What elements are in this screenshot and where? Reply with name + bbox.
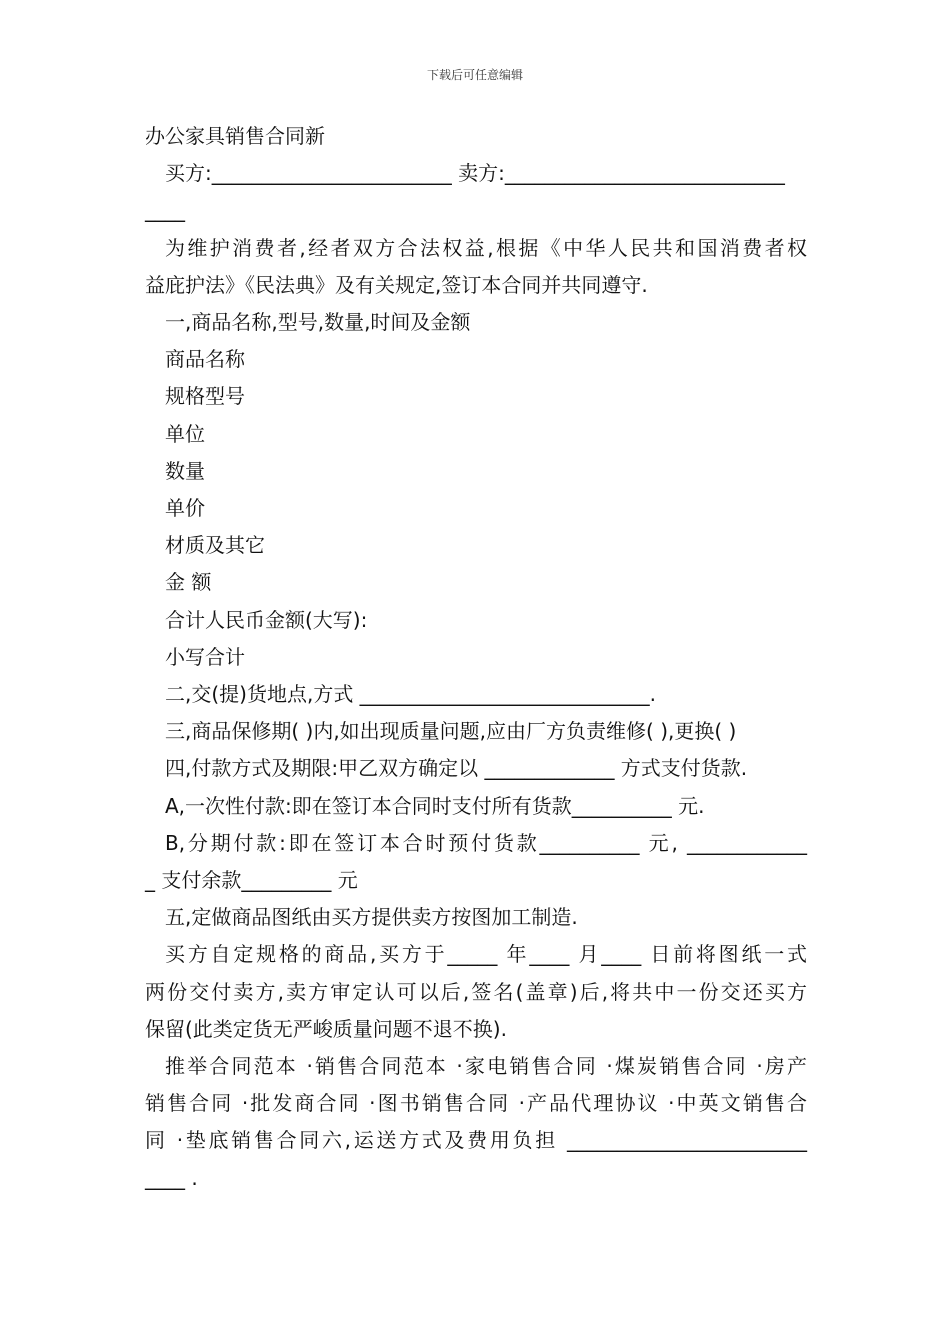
section-3: 三,商品保修期( )内,如出现质量问题,应由厂方负责维修( ),更换( )	[165, 719, 737, 744]
recommend-line-2: 销售合同 ·批发商合同 ·图书销售合同 ·产品代理协议 ·中英文销售合	[145, 1091, 807, 1116]
document-body	[145, 118, 807, 1197]
item-spec-model: 规格型号	[165, 384, 245, 409]
item-unit: 单位	[165, 421, 205, 446]
item-material: 材质及其它	[165, 533, 265, 558]
section-4-a: A,一次性付款:即在签订本合同时支付所有货款__________ 元.	[165, 793, 705, 818]
item-total-uppercase: 合计人民币金额(大写):	[165, 607, 368, 632]
recommend-line-3: 同 ·垫底销售合同六,运送方式及费用负担 ________________________	[145, 1128, 807, 1153]
section-4: 四,付款方式及期限:甲乙双方确定以 _____________ 方式支付货款.	[165, 756, 748, 781]
section-5-para-line-3: 保留(此类定货无严峻质量问题不退不换).	[145, 1016, 507, 1041]
parties-line-cont: ____	[145, 198, 185, 223]
section-5-para-line-1: 买方自定规格的商品,买方于_____ 年____ 月____ 日前将图纸一式	[165, 942, 807, 967]
section-1-title: 一,商品名称,型号,数量,时间及金额	[165, 310, 471, 335]
recommend-line-1: 推举合同范本 ·销售合同范本 ·家电销售合同 ·煤炭销售合同 ·房产	[165, 1054, 807, 1079]
section-5-para-line-2: 两份交付卖方,卖方审定认可以后,签名(盖章)后,将共中一份交还买方	[145, 979, 807, 1004]
item-total-lowercase: 小写合计	[165, 644, 245, 669]
item-unit-price: 单价	[165, 496, 205, 521]
item-quantity: 数量	[165, 458, 205, 483]
section-5: 五,定做商品图纸由买方提供卖方按图加工制造.	[165, 905, 578, 930]
section-4-b-line-2: _ 支付余款_________ 元	[145, 868, 358, 893]
section-2: 二,交(提)货地点,方式 _____________________________.	[165, 682, 657, 707]
parties-line: 买方:________________________ 卖方:____________________________	[165, 161, 785, 186]
page-header: 下载后可任意编辑	[426, 68, 523, 82]
section-4-b-line-1: B,分期付款:即在签订本合时预付货款__________ 元, ____________	[165, 830, 807, 855]
document-title: 办公家具销售合同新	[145, 124, 325, 148]
intro-line-1: 为维护消费者,经者双方合法权益,根据《中华人民共和国消费者权	[165, 235, 807, 260]
intro-line-2: 益庇护法》《民法典》及有关规定,签订本合同并共同遵守.	[145, 272, 648, 297]
item-product-name: 商品名称	[165, 347, 245, 372]
item-amount: 金 额	[165, 570, 212, 595]
recommend-line-4: ____ .	[145, 1165, 198, 1190]
